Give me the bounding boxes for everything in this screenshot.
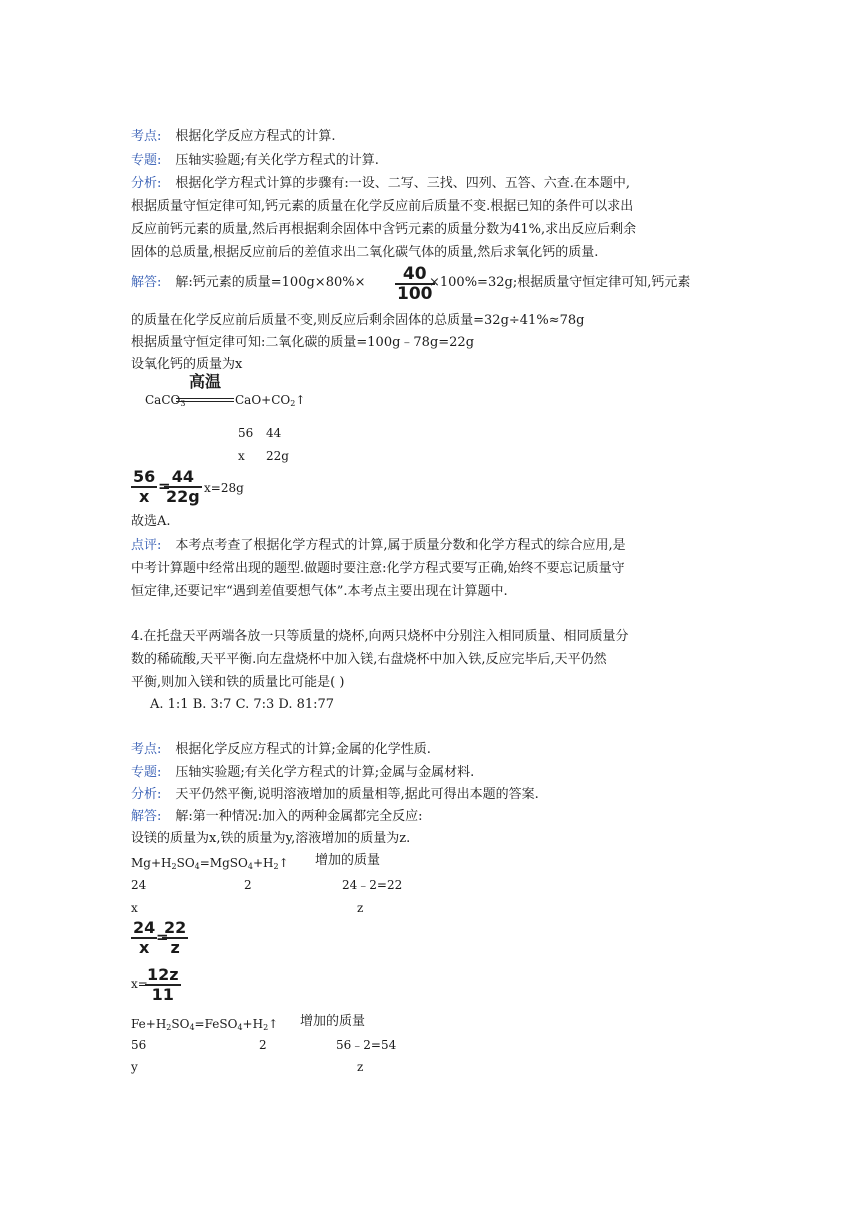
increase-label-2: 增加的质量	[300, 1014, 366, 1029]
kaodian-text: 根据化学反应方程式的计算.	[175, 129, 336, 144]
fe-eq-sub: 2	[166, 1023, 172, 1032]
fe-eq-part: =FeSO	[194, 1017, 238, 1031]
fraction-numerator: 22	[164, 918, 187, 937]
mass-row-1b: 44	[266, 426, 282, 440]
jieda-line-s2-2: 设镁的质量为x,铁的质量为y,溶液增加的质量为z.	[131, 831, 411, 846]
fenxi-line-1	[131, 174, 630, 194]
fraction-numerator: 24	[133, 918, 156, 937]
fe-eq-part: +H	[242, 1017, 264, 1031]
mg-eq-sub: 2	[273, 862, 279, 871]
mass-row-2b: 22g	[266, 449, 289, 463]
question-4-line-1: 4.在托盘天平两端各放一只等质量的烧杯,向两只烧杯中分别注入相同质量、相同质量分	[131, 629, 629, 644]
eq-left-sub: 3	[180, 399, 186, 408]
fenxi-text-1: 根据化学方程式计算的步骤有:一设、二写、三找、四列、五答、六查.在本题中,	[175, 176, 631, 191]
fe-eq-part: Fe+H	[131, 1017, 167, 1031]
zhuanti-line-2	[131, 763, 474, 783]
fe-equation	[131, 1014, 278, 1038]
equals-sign: =	[158, 477, 171, 495]
mg-eq-sub: 2	[171, 862, 177, 871]
fraction-numerator: 56	[133, 467, 156, 486]
x-prefix: x=	[131, 977, 148, 991]
fraction-12z-11	[145, 966, 181, 1004]
dianping-text-1: 本考点考查了根据化学方程式的计算,属于质量分数和化学方程式的综合应用,是	[175, 538, 626, 553]
zhuanti-label: 专题:	[131, 765, 162, 780]
mg-eq-part: =MgSO	[199, 856, 248, 870]
kaodian-label: 考点:	[131, 129, 162, 144]
jieda-text-b: ×100%=32g;根据质量守恒定律可知,钙元素	[429, 275, 691, 290]
dianping-line-3: 恒定律,还要记牢“遇到差值要想气体”.本考点主要出现在计算题中.	[131, 584, 508, 599]
fe-row-1b: 2	[259, 1038, 267, 1052]
mg-row-1c: 24﹣2=22	[342, 878, 403, 892]
fe-eq-arrow: ↑	[268, 1017, 279, 1031]
fe-row-2c: z	[357, 1060, 364, 1074]
jieda-text-a: 解:钙元素的质量=100g×80%×	[175, 275, 366, 290]
fe-eq-sub: 4	[237, 1023, 243, 1032]
question-4-line-2: 数的稀硫酸,天平平衡.向左盘烧杯中加入镁,右盘烧杯中加入铁,反应完毕后,天平仍然	[131, 652, 607, 667]
eq-right-sub: 2	[290, 399, 296, 408]
mass-row-2a: x	[238, 449, 245, 463]
fenxi-line-3: 反应前钙元素的质量,然后再根据剩余固体中含钙元素的质量分数为41%,求出反应后剩余	[131, 222, 637, 237]
fe-eq-part: SO	[171, 1017, 190, 1031]
mg-row-1a: 24	[131, 878, 147, 892]
fenxi-text: 天平仍然平衡,说明溶液增加的质量相等,据此可得出本题的答案.	[175, 787, 539, 802]
fraction-denominator: 100	[397, 284, 433, 304]
fenxi-line-2: 根据质量守恒定律可知,钙元素的质量在化学反应前后质量不变.根据已知的条件可以求出	[131, 199, 634, 214]
eq-line-1	[176, 398, 234, 399]
fraction-44-22g	[164, 468, 202, 506]
mg-equation	[131, 853, 289, 877]
jieda-line-4: 设氧化钙的质量为x	[131, 357, 243, 372]
kaodian-text: 根据化学反应方程式的计算;金属的化学性质.	[175, 742, 431, 757]
jieda-line-s2-1	[131, 807, 423, 827]
eq-line-2	[176, 401, 234, 402]
fenxi-line-s2	[131, 785, 539, 805]
x-result: x=28g	[204, 481, 244, 495]
mg-eq-part: SO	[176, 856, 195, 870]
zhuanti-label: 专题:	[131, 153, 162, 168]
kaodian-label: 考点:	[131, 742, 162, 757]
mg-row-1b: 2	[244, 878, 252, 892]
fraction-56-x	[131, 468, 157, 506]
fraction-24-x	[131, 919, 157, 957]
fraction-numerator: 44	[164, 468, 202, 488]
question-4-line-3: 平衡,则加入镁和铁的质量比可能是( )	[131, 675, 345, 690]
equals-sign: =	[156, 928, 169, 946]
jieda-line-2: 的质量在化学反应前后质量不变,则反应后剩余固体的总质量=32g÷41%≈78g	[131, 313, 585, 328]
fraction-22-z	[162, 919, 188, 957]
fraction-denominator: 11	[151, 985, 174, 1004]
caco3-equation	[145, 390, 185, 414]
increase-label-1: 增加的质量	[315, 853, 381, 868]
mass-row-1a: 56	[238, 426, 254, 440]
eq-right-part	[235, 390, 305, 414]
mg-eq-part: Mg+H	[131, 856, 172, 870]
jieda-text-1: 解:第一种情况:加入的两种金属都完全反应:	[175, 809, 423, 824]
jieda-label: 解答:	[131, 809, 162, 824]
jieda-line-1	[131, 273, 365, 293]
answer-line: 故选A.	[131, 514, 171, 529]
fenxi-label: 分析:	[131, 787, 162, 802]
kaodian-line	[131, 127, 336, 147]
mg-row-2c: z	[357, 901, 364, 915]
eq-arrow: ↑	[295, 393, 306, 407]
kaodian-line-2	[131, 740, 431, 760]
fe-eq-sub: 2	[263, 1023, 269, 1032]
fe-row-1c: 56﹣2=54	[336, 1038, 397, 1052]
jieda-label: 解答:	[131, 275, 162, 290]
fraction-denominator: z	[170, 938, 180, 957]
mg-eq-arrow: ↑	[278, 856, 289, 870]
dianping-line-2: 中考计算题中经常出现的题型.做题时要注意:化学方程式要写正确,始终不要忘记质量守	[131, 561, 625, 576]
fenxi-label: 分析:	[131, 176, 162, 191]
zhuanti-text: 压轴实验题;有关化学方程式的计算.	[175, 153, 379, 168]
jieda-line-3: 根据质量守恒定律可知:二氧化碳的质量=100g﹣78g=22g	[131, 335, 475, 350]
mg-eq-sub: 4	[194, 862, 200, 871]
dianping-line-1	[131, 536, 626, 556]
eq-condition: 高温	[189, 372, 222, 391]
fraction-numerator: 12z	[147, 965, 179, 984]
mg-eq-sub: 4	[247, 862, 253, 871]
eq-right: CaO+CO	[235, 393, 291, 407]
fenxi-line-4: 固体的总质量,根据反应前后的差值求出二氧化碳气体的质量,然后求氧化钙的质量.	[131, 245, 599, 260]
zhuanti-line	[131, 151, 379, 171]
eq-left: CaCO	[145, 393, 181, 407]
fe-row-2a: y	[131, 1060, 138, 1074]
fraction-numerator: 40	[395, 265, 435, 285]
fe-row-1a: 56	[131, 1038, 147, 1052]
fraction-denominator: x	[138, 938, 150, 957]
fraction-denominator: x	[138, 487, 150, 506]
fraction-denominator: 22g	[166, 487, 200, 506]
mg-eq-part: +H	[252, 856, 274, 870]
fe-eq-sub: 4	[189, 1023, 195, 1032]
dianping-label: 点评:	[131, 538, 162, 553]
question-4-options: A. 1:1 B. 3:7 C. 7:3 D. 81:77	[150, 697, 335, 712]
mg-row-2a: x	[131, 901, 138, 915]
zhuanti-text: 压轴实验题;有关化学方程式的计算;金属与金属材料.	[175, 765, 475, 780]
